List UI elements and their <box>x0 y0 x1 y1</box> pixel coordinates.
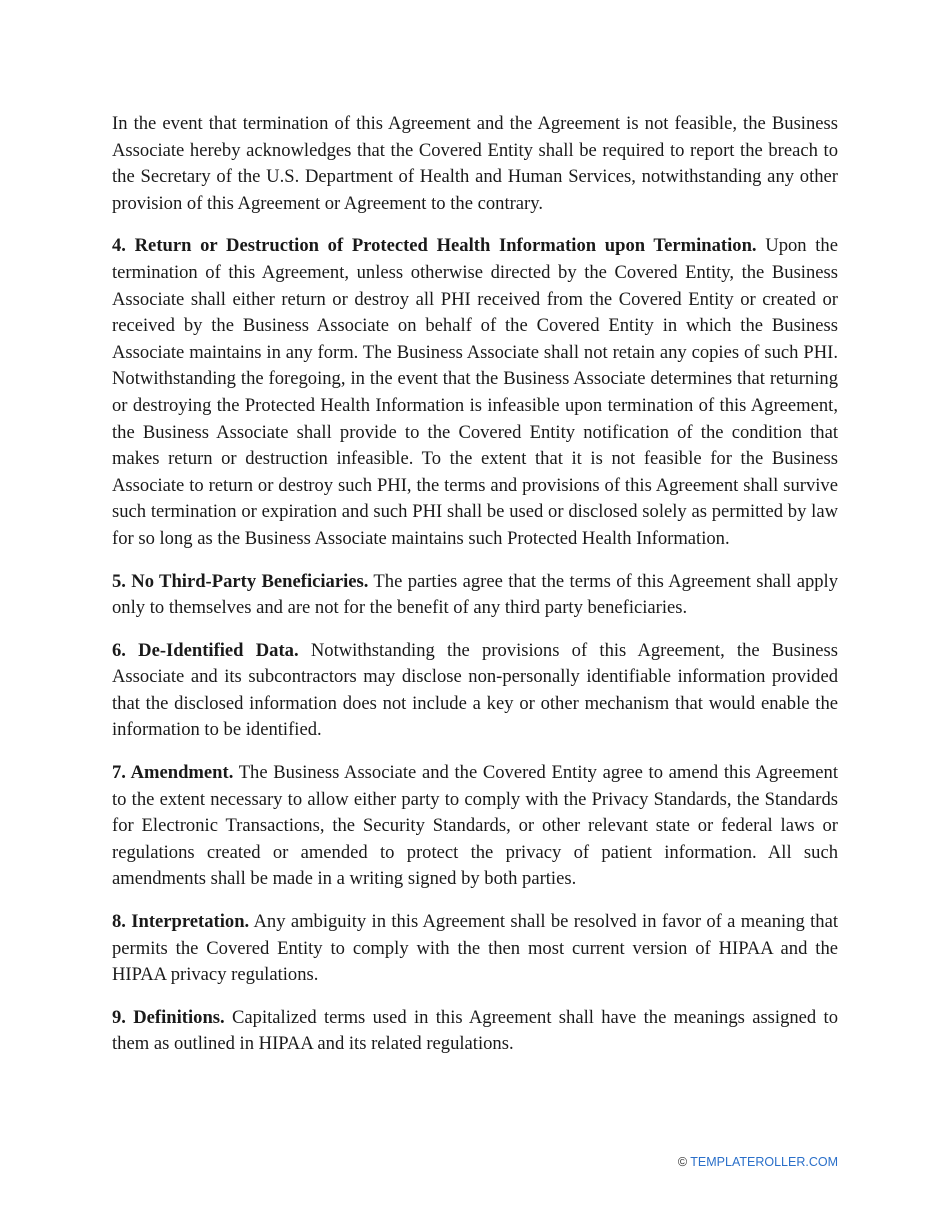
section-amendment <box>112 760 838 893</box>
document-page <box>112 111 838 1074</box>
templateroller-link[interactable]: TEMPLATEROLLER.COM <box>690 1155 838 1169</box>
section-body: The Business Associate and the Covered Entity agree to amend this Agreement to the extent necessary to allow either party to comply with the Privacy Standards, the Standards for Electronic Transactions, the Security Standards, or other relevant state or federal laws or regulations created or amended to protect the privacy of patient information. All such amendments shall be made in a writing signed by both parties. <box>112 762 838 890</box>
footer-copyright <box>678 1155 838 1169</box>
section-heading: 4. Return or Destruction of Protected Health Information upon Termination. <box>112 235 757 257</box>
section-definitions <box>112 1005 838 1058</box>
section-body: The parties agree that the terms of this Agreement shall apply only to themselves and are not for the benefit of any third party beneficiaries. <box>112 570 839 619</box>
section-body: Notwithstanding the provisions of this Agreement, the Business Associate and its subcontractors may disclose non-personally identifiable information provided that the disclosed information does not include a key or other mechanism that would enable the information to be identified. <box>112 639 838 741</box>
section-heading: 8. Interpretation. <box>112 911 250 933</box>
section-no-third-party <box>112 569 838 622</box>
copyright-icon: © <box>677 1155 688 1169</box>
section-heading: 9. Definitions. <box>112 1006 225 1028</box>
intro-paragraph: In the event that termination of this Agreement and the Agreement is not feasible, the Business Associate hereby acknowledges that the Covered Entity shall be required to report the breach to the Secretary of the U.S. Department of Health and Human Services, notwithstanding any other provision of this Agreement or Agreement to the contrary. <box>112 113 838 214</box>
section-return-destruction <box>112 233 838 552</box>
section-interpretation <box>112 909 838 989</box>
section-heading: 6. De-Identified Data. <box>112 639 299 661</box>
section-body: Any ambiguity in this Agreement shall be resolved in favor of a meaning that permits the Covered Entity to comply with the then most current version of HIPAA and the HIPAA privacy regulations. <box>112 911 838 986</box>
section-de-identified-data <box>112 638 838 744</box>
section-body: Upon the termination of this Agreement, unless otherwise directed by the Covered Entity, the Business Associate shall either return or destroy all PHI received from the Covered Entity or created or received by the Business Associate on behalf of the Covered Entity in which the Business Associate maintains in any form. The Business Associate shall not retain any copies of such PHI. Notwithstanding the foregoing, in the event that the Business Associate determines that returning or destroying the Protected Health Information is infeasible upon termination of this Agreement, the Business Associate shall provide to the Covered Entity notification of the condition that makes return or destruction infeasible. To the extent that it is not feasible for the Business Associate to return or destroy such PHI, the terms and provisions of this Agreement shall survive such termination or expiration and such PHI shall be used or disclosed solely as permitted by law for so long as the Business Associate maintains such Protected Health Information. <box>112 235 838 549</box>
section-heading: 5. No Third-Party Beneficiaries. <box>112 570 369 592</box>
section-heading: 7. Amendment. <box>112 762 234 784</box>
section-body: Capitalized terms used in this Agreement shall have the meanings assigned to them as outlined in HIPAA and its related regulations. <box>112 1006 838 1055</box>
